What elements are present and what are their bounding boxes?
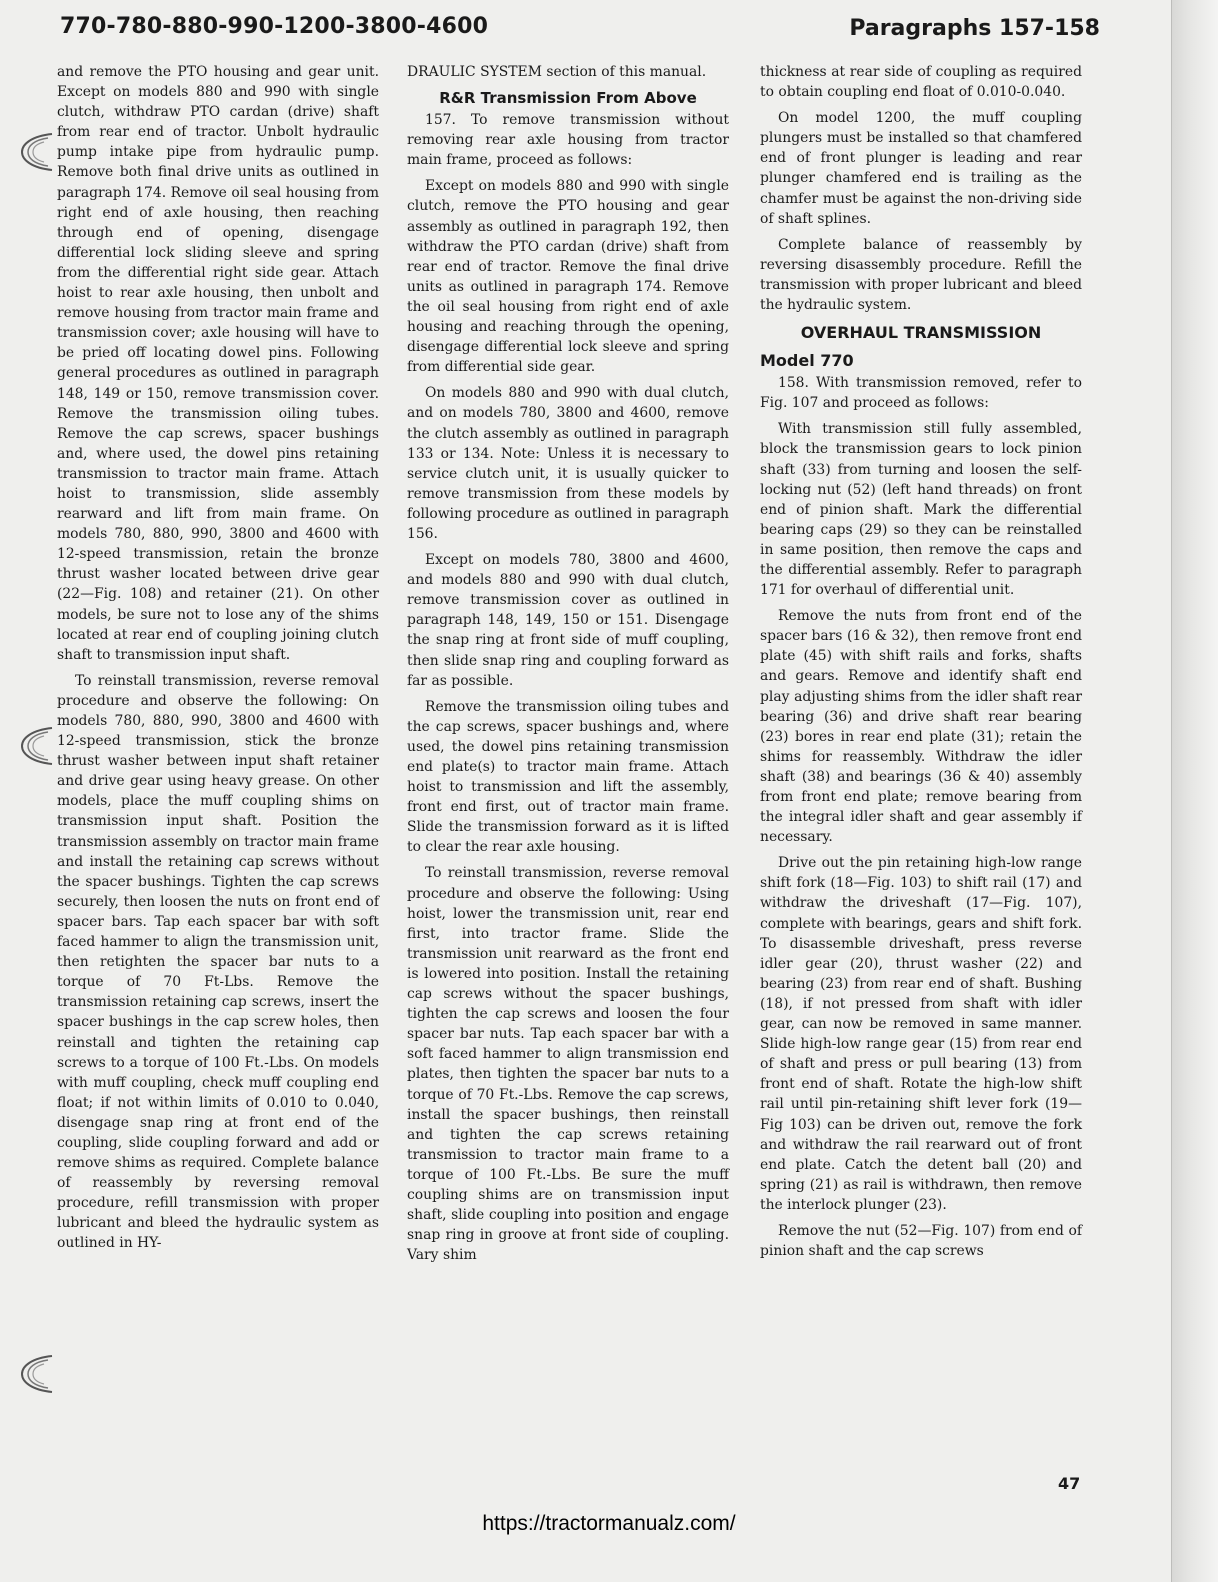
paragraph: On models 880 and 990 with dual clutch, and on models 780, 3800 and 4600, remove the clutch assembly as outlined in paragraph 133 or 134. Note: Unless it is necessary to service clutch unit, it is usually quicker to remove transmission from these models by following procedure as outlined in paragraph 156.	[407, 385, 729, 542]
page-number: 47	[1058, 1474, 1081, 1493]
page-edge	[1171, 0, 1218, 1582]
header-paragraphs: Paragraphs 157-158	[849, 16, 1100, 41]
footer-url: https://tractormanualz.com/	[482, 1512, 736, 1535]
binder-ring-icon	[14, 1350, 54, 1396]
paragraph: 157. To remove transmission without removing rear axle housing from tractor main frame, proceed as follows:	[407, 112, 729, 169]
binder-ring-icon	[14, 128, 54, 174]
paragraph: Remove the nut (52—Fig. 107) from end of pinion shaft and the cap screws	[760, 1222, 1082, 1260]
paragraph: DRAULIC SYSTEM section of this manual.	[407, 64, 707, 80]
paragraph: Complete balance of reassembly by reversing disassembly procedure. Refill the transmission with proper lubricant and bleed the hydraulic system.	[760, 236, 1082, 314]
paragraph: and remove the PTO housing and gear unit. Except on models 880 and 990 with single clutch, withdraw PTO cardan (drive) shaft from rear end of tractor. Unbolt hydraulic pump intake pipe from hydraulic pump. Remove both final drive units as outlined in paragraph 174. Remove oil seal housing from right end of axle housing, then reaching through end of opening, disengage differential lock sliding sleeve and spring from the differential right side gear. Attach hoist to rear axle housing, then unbolt and remove housing from tractor main frame and transmission cover; axle housing will have to be pried off locating dowel pins. Following general procedures as outlined in paragraph 148, 149 or 150, remove transmission cover. Remove the transmission oiling tubes. Remove the cap screws, spacer bushings and, where used, the dowel pins retaining transmission to tractor main frame. Attach hoist to transmission, slide assembly rearward and lift from main frame. On models 780, 880, 990, 3800 and 4600 with 12-speed transmission, retain the bronze thrust washer located between drive gear (22—Fig. 108) and retainer (21). On other models, be sure not to lose any of the shims located at rear end of coupling joining clutch shaft to transmission input shaft.	[57, 64, 379, 663]
page-header	[60, 14, 1100, 48]
section-heading: R&R Transmission From Above	[439, 89, 697, 108]
paragraph: 158. With transmission removed, refer to Fig. 107 and proceed as follows:	[760, 375, 1082, 412]
paragraph: Except on models 880 and 990 with single clutch, remove the PTO housing and gear assembly as outlined in paragraph 192, then withdraw the PTO cardan (drive) shaft from rear end of tractor. Remove the final drive units as outlined in paragraph 174. Remove the oil seal housing from right end of axle housing and reaching through the opening, disengage differential lock sleeve and spring from differential side gear.	[407, 178, 729, 376]
paragraph: thickness at rear side of coupling as required to obtain coupling end float of 0.010-0.040.	[760, 64, 1082, 101]
paragraph: Remove the transmission oiling tubes and the cap screws, spacer bushings and, where used, the dowel pins retaining transmission end plate(s) to tractor main frame. Attach hoist to transmission and lift the assembly, front end first, out of tractor main frame. Slide the transmission forward as it is lifted to clear the rear axle housing.	[407, 698, 729, 856]
paragraph: Drive out the pin retaining high-low range shift fork (18—Fig. 103) to shift rail (17) and withdraw the driveshaft (17—Fig. 107), complete with bearings, gears and shift fork. To disassemble driveshaft, press reverse idler gear (20), thrust washer (22) and bearing (23) from rear end of shaft. Bushing (18), if not pressed from shaft with idler gear, can now be removed in same manner. Slide high-low range gear (15) from rear end of shaft and press or pull bearing (13) from front end of shaft. Rotate the high-low shift rail until pin-retaining shift lever fork (19—Fig 103) can be driven out, remove the fork and withdraw the rail rearward out of front end plate. Catch the detent ball (20) and spring (21) as rail is withdrawn, then remove the interlock plunger (23).	[760, 855, 1082, 1213]
header-models: 770-780-880-990-1200-3800-4600	[60, 14, 489, 39]
binder-ring-icon	[14, 722, 54, 768]
text-column-3	[760, 62, 1082, 1267]
text-column-1	[57, 62, 379, 1260]
paragraph: On model 1200, the muff coupling plungers must be installed so that chamfered end of front plunger is leading and rear plunger chamfered end is trailing as the chamfer must be against the non-driving side of shaft splines.	[760, 110, 1082, 227]
paragraph: With transmission still fully assembled, block the transmission gears to lock pinion shaft (33) from turning and loosen the self-locking nut (52) (left hand threads) on front end of pinion shaft. Mark the differential bearing caps (29) so they can be reinstalled in same position, then remove the caps and the differential assembly. Refer to paragraph 171 for overhaul of differential unit.	[760, 421, 1082, 599]
paragraph: Remove the nuts from front end of the spacer bars (16 & 32), then remove front end plate (45) with shift rails and forks, shafts and gears. Remove and identify shaft end play adjusting shims from the idler shaft rear bearing (36) and drive shaft rear bearing (23) bores in rear end plate (31); retain the shims for reassembly. Withdraw the idler shaft (38) and bearings (36 & 40) assembly from front end plate; remove bearing from the integral idler shaft and gear assembly if necessary.	[760, 608, 1082, 846]
subsection-heading: Model 770	[760, 351, 854, 371]
paragraph: To reinstall transmission, reverse removal procedure and observe the following: On models 780, 880, 990, 3800 and 4600 with 12-speed transmission, stick the bronze thrust washer between input shaft retainer and drive gear using heavy grease. On other models, place the muff coupling shims on transmission input shaft. Position the transmission assembly on tractor main frame and install the retaining cap screws without the spacer bushings. Tighten the cap screws securely, then loosen the nuts on front end of spacer bars. Tap each spacer bar with soft faced hammer to align the transmission unit, then retighten the spacer bar nuts to a torque of 70 Ft-Lbs. Remove the transmission retaining cap screws, insert the spacer bushings in the cap screw holes, then reinstall and tighten the retaining cap screws to a torque of 100 Ft.-Lbs. On models with muff coupling, check muff coupling end float; if not within limits of 0.010 to 0.040, disengage snap ring at front end of the coupling, slide coupling forward and add or remove shims as required. Complete balance of reassembly by reversing removal procedure, refill transmission with proper lubricant and bleed the hydraulic system as outlined in HY-	[57, 672, 379, 1252]
text-column-2	[407, 62, 729, 1271]
section-heading: OVERHAUL TRANSMISSION	[800, 323, 1042, 343]
paragraph: Except on models 780, 3800 and 4600, and models 880 and 990 with dual clutch, remove transmission cover as outlined in paragraph 148, 149, 150 or 151. Disengage the snap ring at front side of muff coupling, then slide snap ring and coupling forward as far as possible.	[407, 552, 729, 689]
paragraph: To reinstall transmission, reverse removal procedure and observe the following: Using hoist, lower the transmission unit, rear end first, into tractor frame. Slide the transmission unit rearward as the front end is lowered into position. Install the retaining cap screws without the spacer bushings, tighten the cap screws and loosen the four spacer bar nuts. Tap each spacer bar with a soft faced hammer to align transmission end plates, then tighten the spacer bar nuts to a torque of 70 Ft.-Lbs. Remove the cap screws, install the spacer bushings, then reinstall and tighten the cap screws retaining transmission to tractor main frame to a torque of 100 Ft.-Lbs. Be sure the muff coupling shims are on transmission input shaft, slide coupling into position and engage snap ring in groove at front side of coupling. Vary shim	[407, 865, 729, 1264]
